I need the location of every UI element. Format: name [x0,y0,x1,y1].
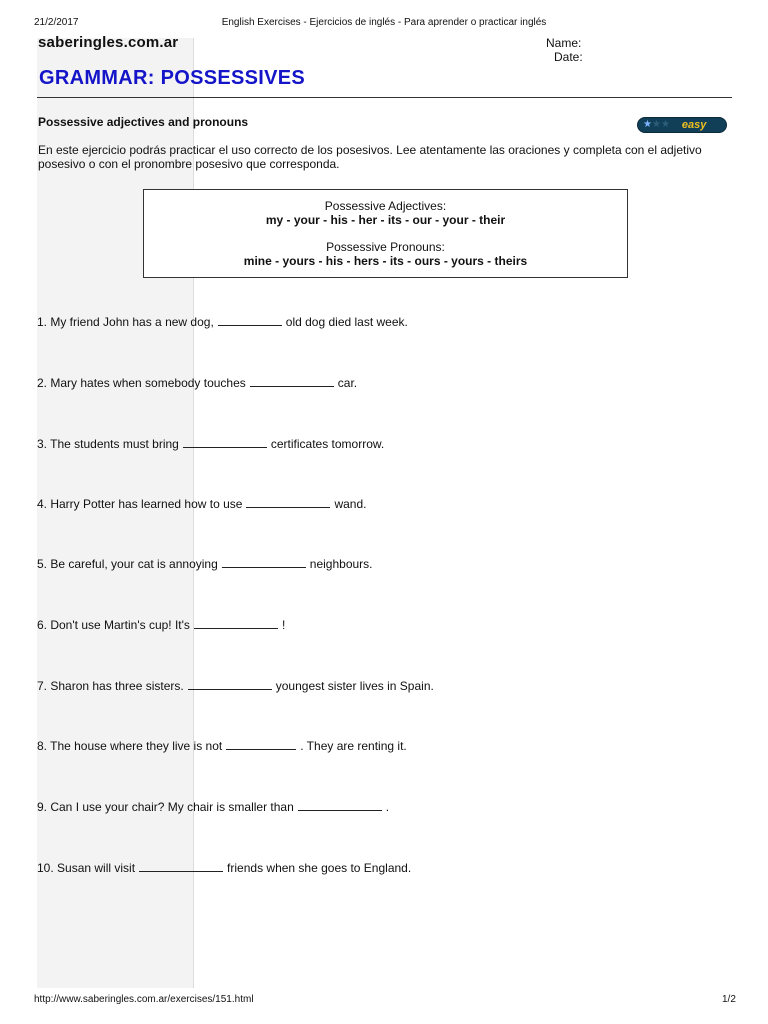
page-number: 1/2 [722,994,736,1005]
date-label: Date: [554,50,583,64]
question-item: 6. Don't use Martin's cup! It's ! [37,618,286,632]
question-item: 1. My friend John has a new dog, old dog died last week. [37,315,408,329]
adjectives-list: my - your - his - her - its - our - your - their [265,213,506,227]
star-empty-icon: ★ [660,119,670,130]
difficulty-label: easy [681,119,707,131]
side-band [37,38,194,988]
answer-blank[interactable] [226,738,296,750]
intro-text: En este ejercicio podrás practicar el uso correcto de los posesivos. Lee atentamente las oraciones y completa con el adjetivo posesivo o con el pronombre posesivo que corresponda. [38,143,702,171]
title-divider [37,97,732,98]
answer-blank[interactable] [139,860,223,872]
name-label: Name: [546,36,582,50]
student-fields [546,36,583,64]
question-item: 9. Can I use your chair? My chair is smaller than . [37,800,390,814]
question-item: 10. Susan will visit friends when she goes to England. [37,861,412,875]
word-box [143,189,628,278]
answer-blank[interactable] [298,799,382,811]
answer-blank[interactable] [188,678,272,690]
print-date: 21/2/2017 [34,17,79,28]
question-item: 8. The house where they live is not . They are renting it. [37,739,407,753]
question-item: 2. Mary hates when somebody touches car. [37,376,358,390]
adjectives-heading: Possessive Adjectives: [324,199,447,213]
question-item: 7. Sharon has three sisters. youngest sister lives in Spain. [37,679,434,693]
site-name[interactable]: saberingles.com.ar [38,34,179,51]
answer-blank[interactable] [250,375,334,387]
section-title: Possessive adjectives and pronouns [38,115,249,129]
answer-blank[interactable] [183,436,267,448]
print-page-title: English Exercises - Ejercicios de inglés - Para aprender o practicar inglés [221,17,547,28]
answer-blank[interactable] [246,496,330,508]
question-item: 5. Be careful, your cat is annoying neighbours. [37,557,373,571]
answer-blank[interactable] [222,556,306,568]
answer-blank[interactable] [194,617,278,629]
footer-url[interactable]: http://www.saberingles.com.ar/exercises/151.html [34,994,254,1005]
star-empty-icon: ★ [651,119,661,130]
answer-blank[interactable] [218,314,282,326]
pronouns-heading: Possessive Pronouns: [326,240,445,254]
difficulty-badge [637,117,727,133]
difficulty-stars [643,118,670,132]
page-title: GRAMMAR: POSSESSIVES [39,67,306,89]
star-filled-icon: ★ [643,119,652,130]
question-item: 3. The students must bring certificates tomorrow. [37,437,385,451]
pronouns-list: mine - yours - his - hers - its - ours - yours - theirs [243,254,528,268]
question-item: 4. Harry Potter has learned how to use wand. [37,497,367,511]
